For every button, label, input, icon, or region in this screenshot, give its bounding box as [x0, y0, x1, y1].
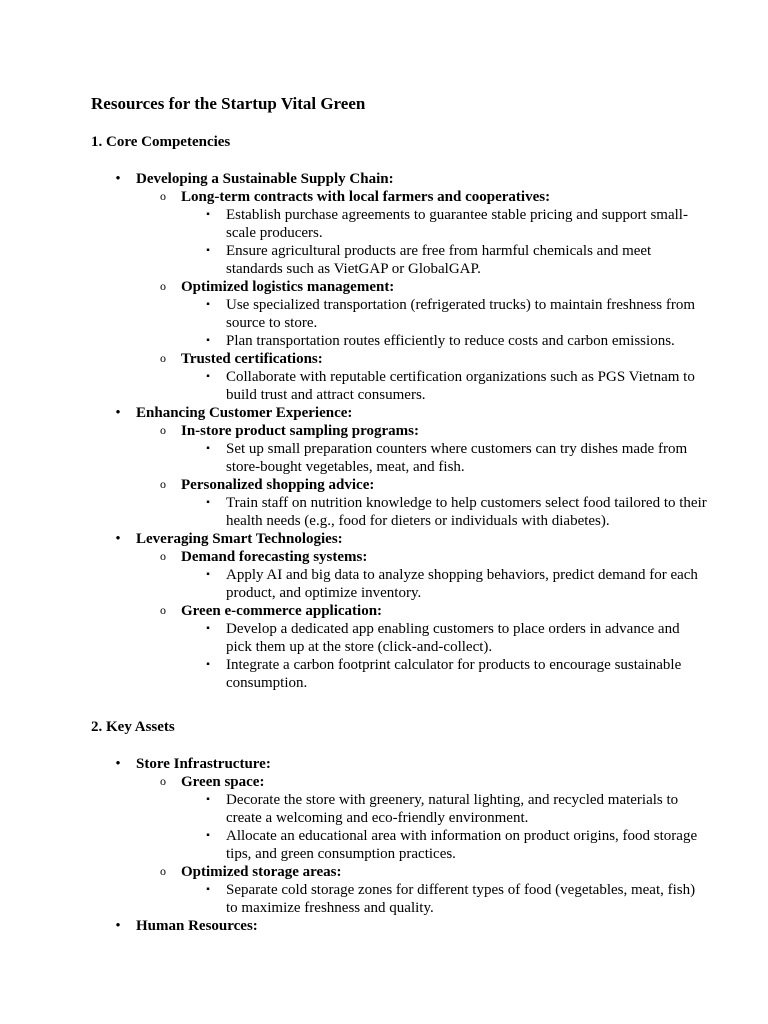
point-item [206, 242, 708, 278]
bullet-circle-icon: o [160, 864, 166, 878]
point-text: Establish purchase agreements to guarantee stable pricing and support small-scale producers. [226, 207, 688, 241]
bullet-square-icon: ▪ [206, 569, 210, 580]
point-item [206, 620, 708, 656]
bullet-circle-icon: o [160, 549, 166, 563]
sub-item-label: Green e-commerce application: [181, 603, 383, 619]
section-list [91, 170, 708, 692]
point-item [206, 881, 708, 917]
sub-list-item [160, 188, 708, 278]
point-item [206, 206, 708, 242]
list-item [115, 404, 708, 530]
bullet-circle-icon: o [160, 189, 166, 203]
point-item [206, 368, 708, 404]
point-text: Allocate an educational area with information on product origins, food storage tips, and green consumption practices. [226, 828, 698, 862]
sub-item-label: Optimized storage areas: [181, 864, 342, 880]
bullet-disc-icon: • [115, 171, 121, 187]
list-item [115, 917, 708, 935]
point-list [181, 620, 708, 692]
bullet-circle-icon: o [160, 351, 166, 365]
sub-list [136, 422, 708, 530]
list-item [115, 755, 708, 917]
sub-list-item [160, 350, 708, 404]
point-list [181, 206, 708, 278]
bullet-square-icon: ▪ [206, 371, 210, 382]
sub-list [136, 773, 708, 917]
sub-item-label: In-store product sampling programs: [181, 423, 419, 439]
point-text: Plan transportation routes efficiently to reduce costs and carbon emissions. [226, 333, 675, 349]
bullet-disc-icon: • [115, 531, 121, 547]
point-text: Apply AI and big data to analyze shopping behaviors, predict demand for each product, and optimize inventory. [226, 567, 698, 601]
point-text: Develop a dedicated app enabling customers to place orders in advance and pick them up at the store (click-and-collect). [226, 621, 680, 655]
sub-list [136, 188, 708, 404]
point-text: Use specialized transportation (refrigerated trucks) to maintain freshness from source to store. [226, 297, 695, 331]
sub-item-label: Green space: [181, 774, 265, 790]
bullet-disc-icon: • [115, 756, 121, 772]
bullet-square-icon: ▪ [206, 209, 210, 220]
bullet-square-icon: ▪ [206, 497, 210, 508]
item-label: Enhancing Customer Experience: [136, 405, 353, 421]
sub-list-item [160, 422, 708, 476]
sub-list-item [160, 278, 708, 350]
sub-item-label: Demand forecasting systems: [181, 549, 368, 565]
point-item [206, 440, 708, 476]
point-text: Decorate the store with greenery, natural lighting, and recycled materials to create a welcoming and eco-friendly environment. [226, 792, 679, 826]
bullet-circle-icon: o [160, 423, 166, 437]
document-title: Resources for the Startup Vital Green [91, 94, 366, 113]
bullet-circle-icon: o [160, 279, 166, 293]
bullet-disc-icon: • [115, 405, 121, 421]
item-label: Store Infrastructure: [136, 756, 271, 772]
point-item [206, 656, 708, 692]
point-text: Separate cold storage zones for different types of food (vegetables, meat, fish) to maximize freshness and quality. [226, 882, 696, 916]
point-list [181, 881, 708, 917]
section-heading: 1. Core Competencies [91, 134, 231, 150]
section-heading: 2. Key Assets [91, 719, 175, 735]
point-text: Train staff on nutrition knowledge to help customers select food tailored to their health needs (e.g., food for dieters or individuals with diabetes). [226, 495, 707, 529]
point-item [206, 827, 708, 863]
item-label: Human Resources: [136, 918, 258, 934]
bullet-disc-icon: • [115, 918, 121, 934]
bullet-circle-icon: o [160, 774, 166, 788]
list-item [115, 530, 708, 692]
sub-list-item [160, 548, 708, 602]
point-item [206, 494, 708, 530]
point-text: Collaborate with reputable certification organizations such as PGS Vietnam to build trust and attract consumers. [226, 369, 695, 403]
list-item [115, 170, 708, 404]
point-item [206, 791, 708, 827]
sub-item-label: Long-term contracts with local farmers and cooperatives: [181, 189, 551, 205]
point-text: Set up small preparation counters where customers can try dishes made from store-bought vegetables, meat, and fish. [226, 441, 688, 475]
point-text: Ensure agricultural products are free from harmful chemicals and meet standards such as VietGAP or GlobalGAP. [226, 243, 652, 277]
bullet-square-icon: ▪ [206, 443, 210, 454]
sub-item-label: Optimized logistics management: [181, 279, 395, 295]
item-label: Leveraging Smart Technologies: [136, 531, 343, 547]
bullet-square-icon: ▪ [206, 299, 210, 310]
document-body [91, 133, 708, 935]
bullet-square-icon: ▪ [206, 335, 210, 346]
point-text: Integrate a carbon footprint calculator for products to encourage sustainable consumption. [226, 657, 682, 691]
bullet-square-icon: ▪ [206, 830, 210, 841]
point-item [206, 296, 708, 332]
bullet-square-icon: ▪ [206, 659, 210, 670]
point-list [181, 296, 708, 350]
point-list [181, 566, 708, 602]
point-list [181, 368, 708, 404]
sub-item-label: Trusted certifications: [181, 351, 323, 367]
sub-list-item [160, 476, 708, 530]
bullet-circle-icon: o [160, 477, 166, 491]
bullet-circle-icon: o [160, 603, 166, 617]
bullet-square-icon: ▪ [206, 245, 210, 256]
bullet-square-icon: ▪ [206, 623, 210, 634]
point-item [206, 566, 708, 602]
sub-list [136, 548, 708, 692]
sub-item-label: Personalized shopping advice: [181, 477, 375, 493]
section-list [91, 755, 708, 935]
sub-list-item [160, 773, 708, 863]
point-list [181, 791, 708, 863]
sub-list-item [160, 863, 708, 917]
point-list [181, 440, 708, 476]
point-list [181, 494, 708, 530]
sub-list-item [160, 602, 708, 692]
item-label: Developing a Sustainable Supply Chain: [136, 171, 394, 187]
bullet-square-icon: ▪ [206, 884, 210, 895]
point-item [206, 332, 708, 350]
bullet-square-icon: ▪ [206, 794, 210, 805]
